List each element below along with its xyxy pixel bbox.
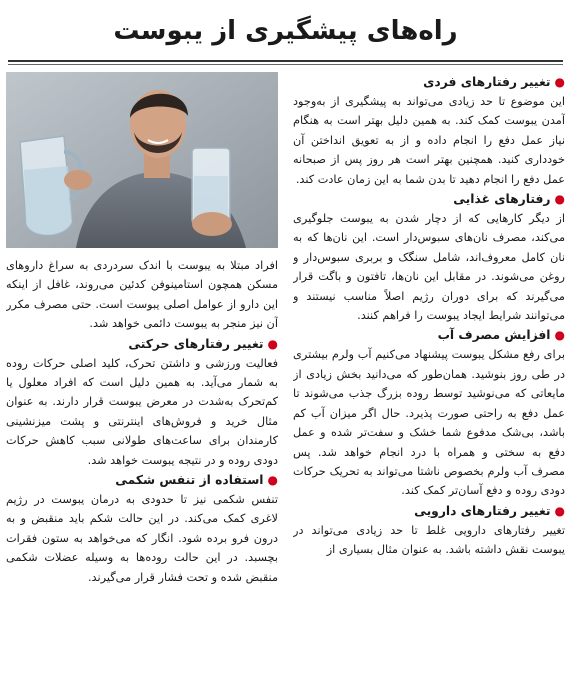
section-title <box>6 334 278 354</box>
section-diet <box>293 189 565 325</box>
section-title-text: افزایش مصرف آب <box>437 328 551 343</box>
section-body: فعالیت ورزشی و داشتن تحرک، کلید اصلی حرکات روده به شمار می‌آید. به همین دلیل است که افراد معلول یا کم‌تحرک به‌شدت در معرض یبوست قرار دارند. به عنوان مثال خرید و فروش‌های اینترنتی و پشت میزنشینی کارمندان برای ساعت‌های طولانی سبب کاهش حرکات دودی روده و در نتیجه یبوست خواهد شد. <box>6 356 278 467</box>
section-title-text: تغییر رفتارهای فردی <box>423 75 551 89</box>
section-body: تنفس شکمی نیز تا حدودی به درمان یبوست در رژیم لاغری کمک می‌کند. در این حالت شکم باید منقبض و به درون فرو برده شود. انگار که می‌خواهد به ستون فقرات بچسبد. در این حالت روده‌ها به وسیله عضلات شکمی منقبض شده و تحت فشار قرار می‌گیرند. <box>6 493 278 584</box>
section-title-text: تغییر رفتارهای دارویی <box>414 503 551 518</box>
section-title-text: استفاده از تنفس شکمی <box>115 473 264 488</box>
article-title: راه‌های پیشگیری از یبوست <box>113 16 458 46</box>
section-body: این موضوع تا حد زیادی می‌تواند به پیشگیری از به‌وجود آمدن یبوست کمک کند. به همین دلیل بهتر است به هنگام نیاز عمل دفع را انجام داده و از به تعویق انداختن آن خودداری کنید. همچنین بهتر است هر روز پس از صبحانه عمل دفع را انجام دهید تا بدن شما به این زمان عادت کند. <box>293 95 565 186</box>
bullet-icon: ● <box>267 473 278 488</box>
left-column <box>6 72 278 683</box>
bullet-icon: ● <box>267 336 278 351</box>
article-photo <box>6 72 278 248</box>
headline-area <box>0 0 571 62</box>
title-rule <box>8 60 563 62</box>
section-medication <box>293 501 565 560</box>
section-water <box>293 325 565 500</box>
section-title-text: رفتارهای غذایی <box>453 192 551 207</box>
section-title <box>293 501 565 521</box>
title-rule-thin <box>8 64 563 65</box>
right-column <box>293 72 565 683</box>
section-personal <box>293 72 565 189</box>
left-intro-text: افراد مبتلا به یبوست با اندک سردردی به سراغ داروهای مسکن همچون استامینوفن کدئین می‌روند، غافل از اینکه این دارو از عوامل اصلی یبوست است. حتی مصرف مکرر آن نیز منجر به یبوست دائمی خواهد شد. <box>6 259 278 331</box>
bullet-icon: ● <box>554 75 565 89</box>
section-title <box>293 325 565 345</box>
section-title-text: تغییر رفتارهای حرکتی <box>128 336 264 351</box>
section-breathing <box>6 470 278 587</box>
bullet-icon: ● <box>554 328 565 343</box>
section-title <box>293 189 565 209</box>
section-title <box>293 72 565 92</box>
section-movement <box>6 334 278 470</box>
bullet-icon: ● <box>554 192 565 207</box>
man-with-water-pitcher-image <box>6 72 278 248</box>
section-body: تغییر رفتارهای دارویی غلط تا حد زیادی می‌تواند در یبوست نقش داشته باشد. به عنوان مثال بسیاری از <box>293 523 565 557</box>
bullet-icon: ● <box>554 503 565 518</box>
section-body: از دیگر کارهایی که از دچار شدن به یبوست جلوگیری می‌کند، مصرف نان‌های سبوس‌دار است. این نان‌ها که به نان کامل معروف‌اند، شامل سنگک و بربری سبوس‌دار و روغن می‌شوند. در مقابل این نان‌ها، تافتون و باگت قرار می‌گیرند که برای دوران رژیم اصلاً مناسب نیستند و می‌توانند شرایط ایجاد یبوست را فراهم کنند. <box>293 212 565 323</box>
section-title <box>6 470 278 490</box>
section-body: برای رفع مشکل یبوست پیشنهاد می‌کنیم آب ولرم بیشتری در طی روز بنوشید. همان‌طور که می‌دانید بخش زیادی از مایعاتی که می‌نوشید توسط روده بزرگ جذب می‌شوند تا عمل دفع به راحتی صورت پذیرد. حال اگر میزان آب کم باشد، بی‌شک مدفوع شما خشک و سفت‌تر شده و عمل دفع به سختی و همراه با درد انجام خواهد شد. پس مصرف آب ولرم بخصوص ناشتا می‌تواند به تحریک حرکات دودی روده و دفع آسان‌تر کمک کند. <box>293 348 565 498</box>
